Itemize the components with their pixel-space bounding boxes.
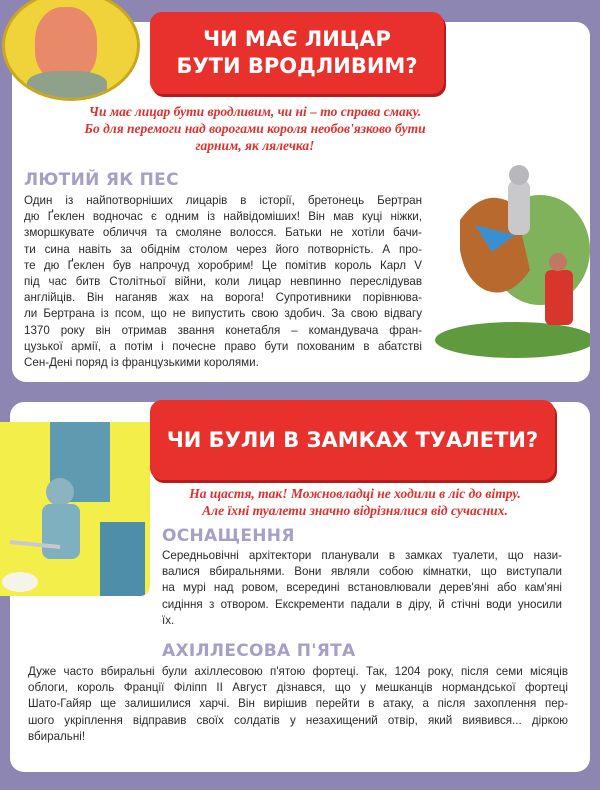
section2-heading-achilles-heel: АХІЛЛЕСОВА П'ЯТА — [162, 641, 356, 661]
section2-body-achilles-heel — [28, 664, 568, 745]
body-line: на мурі над ровом, всередині встановлювали дерев'яні або кам'яні — [162, 581, 562, 595]
body-line: зморшкувате обличчя та смоляне волосся. Батьки не хотіли бачи- — [24, 226, 422, 240]
body-line: те дю Ґеклен був напрочуд хоробрим! Це помітив король Карл V — [24, 258, 422, 272]
knight-toilet-illustration — [0, 422, 150, 596]
lead-line: гарним, як лялечка! — [195, 138, 315, 153]
body-line: облоги, король Франції Філіпп II Август дізнався, що у мешканців нормандської фортеці — [28, 681, 568, 695]
body-line: дю Ґеклен водночас є одним із найвідоміших! Він мав куці ніжки, — [24, 210, 422, 224]
knight-on-horse-illustration — [420, 150, 590, 360]
section2-title: ЧИ БУЛИ В ЗАМКАХ ТУАЛЕТИ? — [166, 428, 539, 452]
body-line: Один із найпотворніших лицарів в історії, бретонець Бертран — [24, 194, 422, 207]
section2-title-banner — [150, 400, 555, 480]
lead-line: Бо для перемоги над ворогами короля необов'язково бути — [84, 121, 426, 136]
body-line: валися вбиральнями. Вони являли собою кімнатки, що виступали — [162, 565, 562, 579]
lead-line: На щастя, так! Можновладці не ходили в ліс до вітру. — [189, 486, 521, 501]
body-line: сидіння з отвором. Екскременти падали в діру, й стічні води уносили — [162, 597, 562, 611]
body-line: вбиральні! — [28, 729, 86, 743]
section1-heading: ЛЮТИЙ ЯК ПЕС — [24, 170, 179, 190]
section1-title-line: ЧИ МАЄ ЛИЦАР — [203, 27, 391, 51]
body-line: цузької армії, а потім і почесне право бути похованим в абатстві — [24, 339, 422, 353]
body-line: під час битв Столітньої війни, коли лицар невпинно переслідував — [24, 275, 422, 289]
section1-body — [24, 193, 422, 371]
lead-line: Чи має лицар бути вродливим, чи ні – то справа смаку. — [88, 104, 422, 119]
body-line: Середньовічні архітектори планували в замках туалети, що нази- — [162, 549, 562, 562]
body-line: ли Бертрана із псом, що не випустить свою здобич. За свою відвагу — [24, 307, 422, 321]
lead-line: Але їхні туалети значно відрізнялися від сучасних. — [202, 503, 508, 518]
body-line: Дуже часто вбиральні були ахіллесовою п'ятою фортеці. Так, 1204 року, після семи місяців — [28, 665, 568, 678]
body-line: ти сина навіть за обіднім столом через його потворність. А про- — [24, 242, 422, 256]
section2-body-equipment — [162, 548, 562, 629]
body-line: англійців. Він наганяв жах на ворога! Супротивники порівнюва- — [24, 291, 422, 305]
body-line: Сен-Дені поряд із французькими королями. — [24, 356, 259, 370]
body-line: 1370 року він отримав звання конетабля – командувача фран- — [24, 323, 422, 337]
section2-lead — [150, 485, 560, 519]
section2-heading-equipment: ОСНАЩЕННЯ — [162, 526, 295, 546]
body-line: Шато-Гайяр ще залишилися харчі. Він вирішив перейти в атаку, а після захоплення пер- — [28, 697, 568, 711]
section1-lead — [40, 103, 470, 154]
body-line: їх. — [162, 613, 175, 627]
section1-title-line: БУТИ ВРОДЛИВИМ? — [176, 54, 418, 78]
section1-title-banner — [150, 12, 444, 94]
body-line: шого укріплення відправив своїх солдатів у незахищений отвір, який виявився... діркою — [28, 713, 568, 727]
